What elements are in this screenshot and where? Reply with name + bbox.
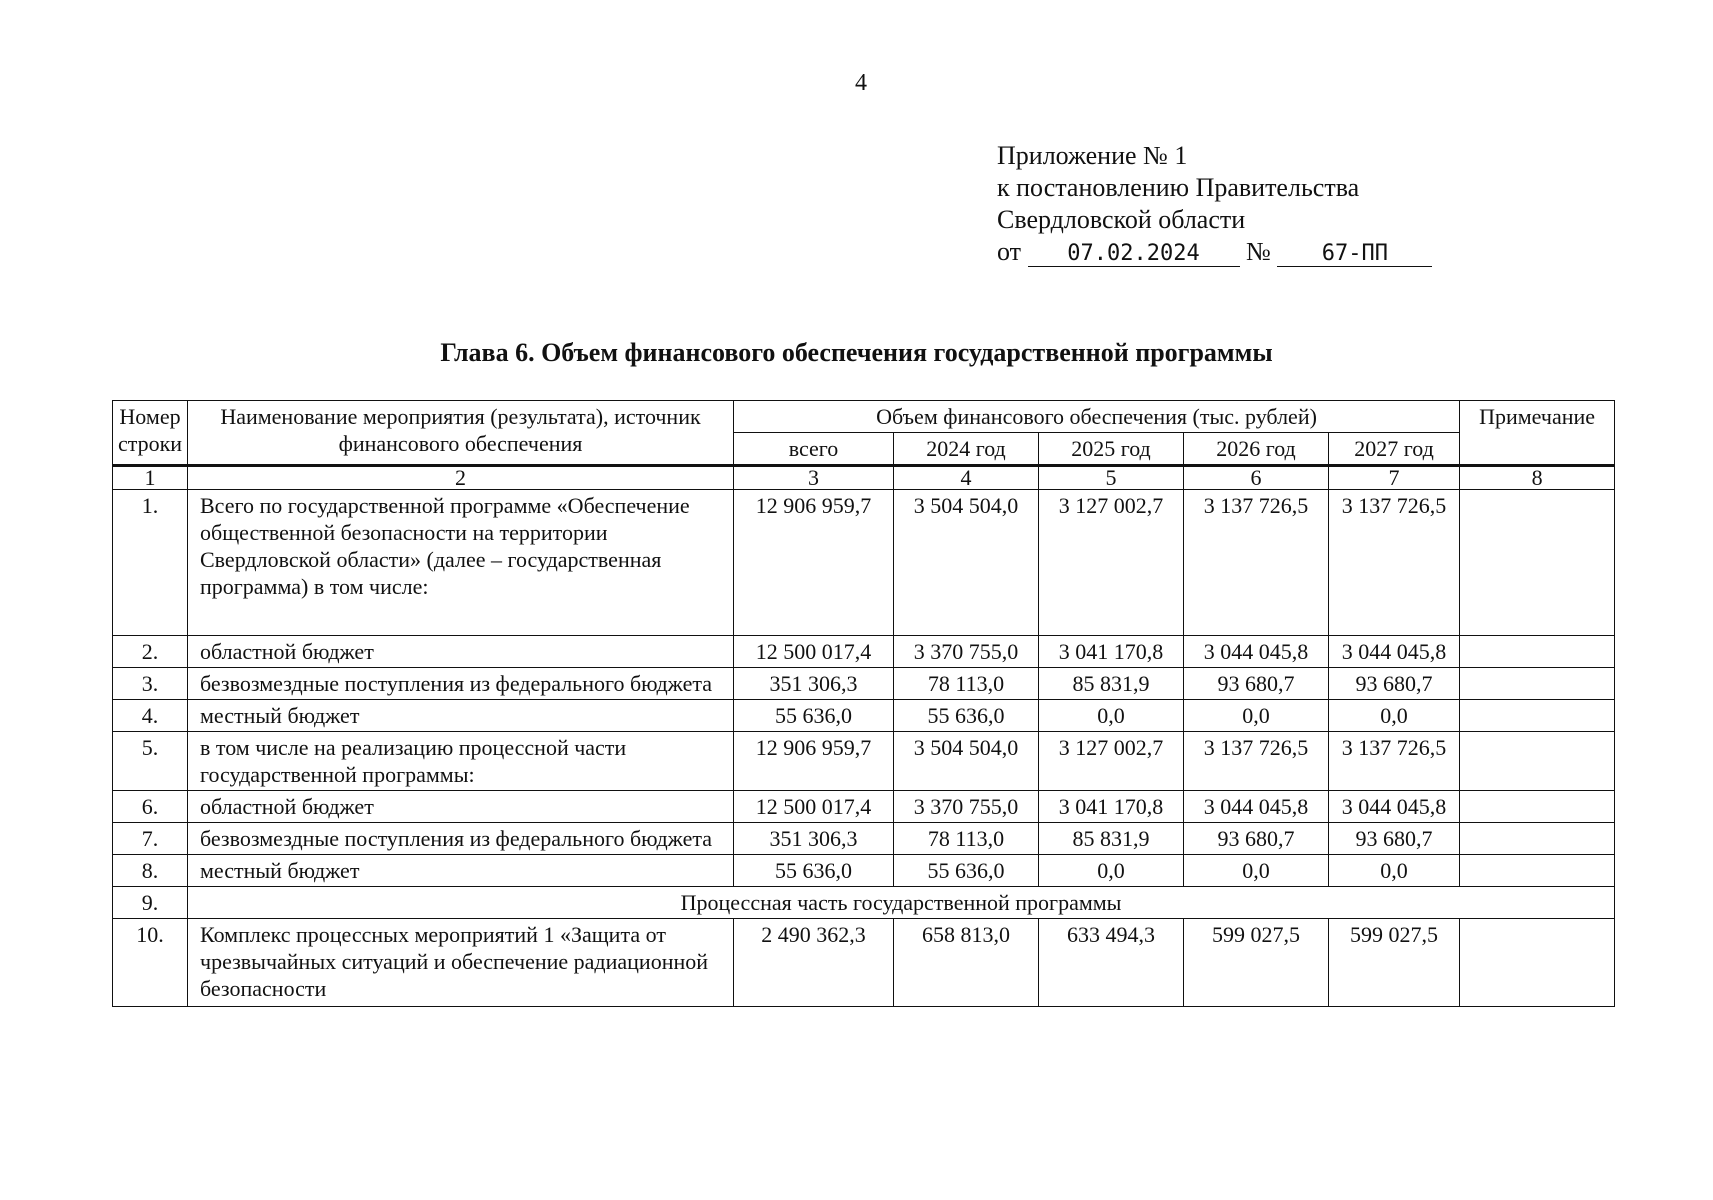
value-2027: 0,0 (1329, 700, 1460, 732)
table-row (113, 919, 1615, 1007)
row-number: 6. (113, 791, 188, 823)
value-2024: 55 636,0 (894, 700, 1039, 732)
row-number: 1. (113, 490, 188, 636)
row-name: местный бюджет (188, 700, 734, 732)
value-2025: 633 494,3 (1039, 919, 1184, 1007)
appendix-date-line (997, 236, 1432, 268)
value-2026: 0,0 (1184, 700, 1329, 732)
value-total: 351 306,3 (734, 668, 894, 700)
table-row (113, 700, 1615, 732)
section-row (113, 887, 1615, 919)
column-index: 1 (113, 466, 188, 490)
value-2026: 93 680,7 (1184, 823, 1329, 855)
value-2025: 3 127 002,7 (1039, 490, 1184, 636)
value-2025: 3 127 002,7 (1039, 732, 1184, 791)
value-2027: 3 044 045,8 (1329, 636, 1460, 668)
row-number: 5. (113, 732, 188, 791)
header-row-1 (113, 401, 1615, 433)
value-total: 55 636,0 (734, 700, 894, 732)
value-2027: 93 680,7 (1329, 668, 1460, 700)
appendix-block (997, 140, 1432, 268)
page-number: 4 (855, 70, 867, 96)
value-total: 12 906 959,7 (734, 490, 894, 636)
number-label: № (1246, 237, 1271, 266)
value-total: 12 500 017,4 (734, 636, 894, 668)
table-row (113, 636, 1615, 668)
financing-table (112, 400, 1615, 1007)
value-2026: 93 680,7 (1184, 668, 1329, 700)
value-2024: 3 370 755,0 (894, 636, 1039, 668)
value-total: 12 906 959,7 (734, 732, 894, 791)
row-number: 10. (113, 919, 188, 1007)
from-label: от (997, 237, 1022, 266)
value-total: 351 306,3 (734, 823, 894, 855)
chapter-title: Глава 6. Объем финансового обеспечения государственной программы (440, 338, 1273, 367)
value-2025: 0,0 (1039, 855, 1184, 887)
value-2024: 3 504 504,0 (894, 732, 1039, 791)
value-2024: 55 636,0 (894, 855, 1039, 887)
row-name: Всего по государственной программе «Обеспечение общественной безопасности на территории Свердловской области» (далее – государственная программа) в том числе: (188, 490, 734, 636)
value-2025: 85 831,9 (1039, 668, 1184, 700)
value-2024: 78 113,0 (894, 823, 1039, 855)
row-number: 2. (113, 636, 188, 668)
row-number: 9. (113, 887, 188, 919)
value-note (1460, 700, 1615, 732)
value-2027: 0,0 (1329, 855, 1460, 887)
column-index-row (113, 466, 1615, 490)
row-number: 3. (113, 668, 188, 700)
value-note (1460, 823, 1615, 855)
value-2024: 78 113,0 (894, 668, 1039, 700)
row-name: безвозмездные поступления из федерального бюджета (188, 668, 734, 700)
header-row-number: Номер строки (113, 401, 188, 466)
column-index: 6 (1184, 466, 1329, 490)
column-index: 5 (1039, 466, 1184, 490)
value-total: 12 500 017,4 (734, 791, 894, 823)
value-2025: 3 041 170,8 (1039, 791, 1184, 823)
appendix-line-3: Свердловской области (997, 205, 1246, 234)
value-2026: 3 137 726,5 (1184, 490, 1329, 636)
value-note (1460, 732, 1615, 791)
table-row (113, 490, 1615, 636)
value-note (1460, 490, 1615, 636)
value-2024: 3 370 755,0 (894, 791, 1039, 823)
row-name: в том числе на реализацию процессной части государственной программы: (188, 732, 734, 791)
value-2026: 3 044 045,8 (1184, 636, 1329, 668)
value-2027: 3 044 045,8 (1329, 791, 1460, 823)
row-number: 4. (113, 700, 188, 732)
value-2025: 0,0 (1039, 700, 1184, 732)
column-index: 7 (1329, 466, 1460, 490)
header-2024: 2024 год (894, 433, 1039, 466)
header-total: всего (734, 433, 894, 466)
table-row (113, 855, 1615, 887)
row-number: 8. (113, 855, 188, 887)
table-row (113, 791, 1615, 823)
value-2025: 85 831,9 (1039, 823, 1184, 855)
column-index: 8 (1460, 466, 1615, 490)
value-note (1460, 855, 1615, 887)
table-row (113, 668, 1615, 700)
table-row (113, 732, 1615, 791)
header-name: Наименование мероприятия (результата), источник финансового обеспечения (188, 401, 734, 466)
value-total: 55 636,0 (734, 855, 894, 887)
value-2026: 3 044 045,8 (1184, 791, 1329, 823)
value-total: 2 490 362,3 (734, 919, 894, 1007)
column-index: 4 (894, 466, 1039, 490)
value-2024: 658 813,0 (894, 919, 1039, 1007)
resolution-number: 67-ПП (1277, 242, 1432, 267)
row-name: областной бюджет (188, 636, 734, 668)
value-note (1460, 919, 1615, 1007)
value-2027: 3 137 726,5 (1329, 490, 1460, 636)
row-name: областной бюджет (188, 791, 734, 823)
appendix-line-2: к постановлению Правительства (997, 173, 1360, 202)
value-note (1460, 668, 1615, 700)
header-2026: 2026 год (1184, 433, 1329, 466)
header-2025: 2025 год (1039, 433, 1184, 466)
value-2026: 599 027,5 (1184, 919, 1329, 1007)
value-2026: 3 137 726,5 (1184, 732, 1329, 791)
value-2025: 3 041 170,8 (1039, 636, 1184, 668)
value-2024: 3 504 504,0 (894, 490, 1039, 636)
row-name: безвозмездные поступления из федерального бюджета (188, 823, 734, 855)
table-row (113, 823, 1615, 855)
column-index: 3 (734, 466, 894, 490)
row-name: Комплекс процессных мероприятий 1 «Защита от чрезвычайных ситуаций и обеспечение радиационной безопасности (188, 919, 734, 1007)
row-name: местный бюджет (188, 855, 734, 887)
value-2027: 93 680,7 (1329, 823, 1460, 855)
column-index: 2 (188, 466, 734, 490)
row-number: 7. (113, 823, 188, 855)
value-2027: 3 137 726,5 (1329, 732, 1460, 791)
value-note (1460, 791, 1615, 823)
appendix-line-1: Приложение № 1 (997, 141, 1188, 170)
header-note: Примечание (1460, 401, 1615, 466)
value-2027: 599 027,5 (1329, 919, 1460, 1007)
value-note (1460, 636, 1615, 668)
value-2026: 0,0 (1184, 855, 1329, 887)
header-volume: Объем финансового обеспечения (тыс. рублей) (734, 401, 1460, 433)
resolution-date: 07.02.2024 (1028, 242, 1240, 267)
section-title: Процессная часть государственной программы (188, 887, 1615, 919)
header-2027: 2027 год (1329, 433, 1460, 466)
